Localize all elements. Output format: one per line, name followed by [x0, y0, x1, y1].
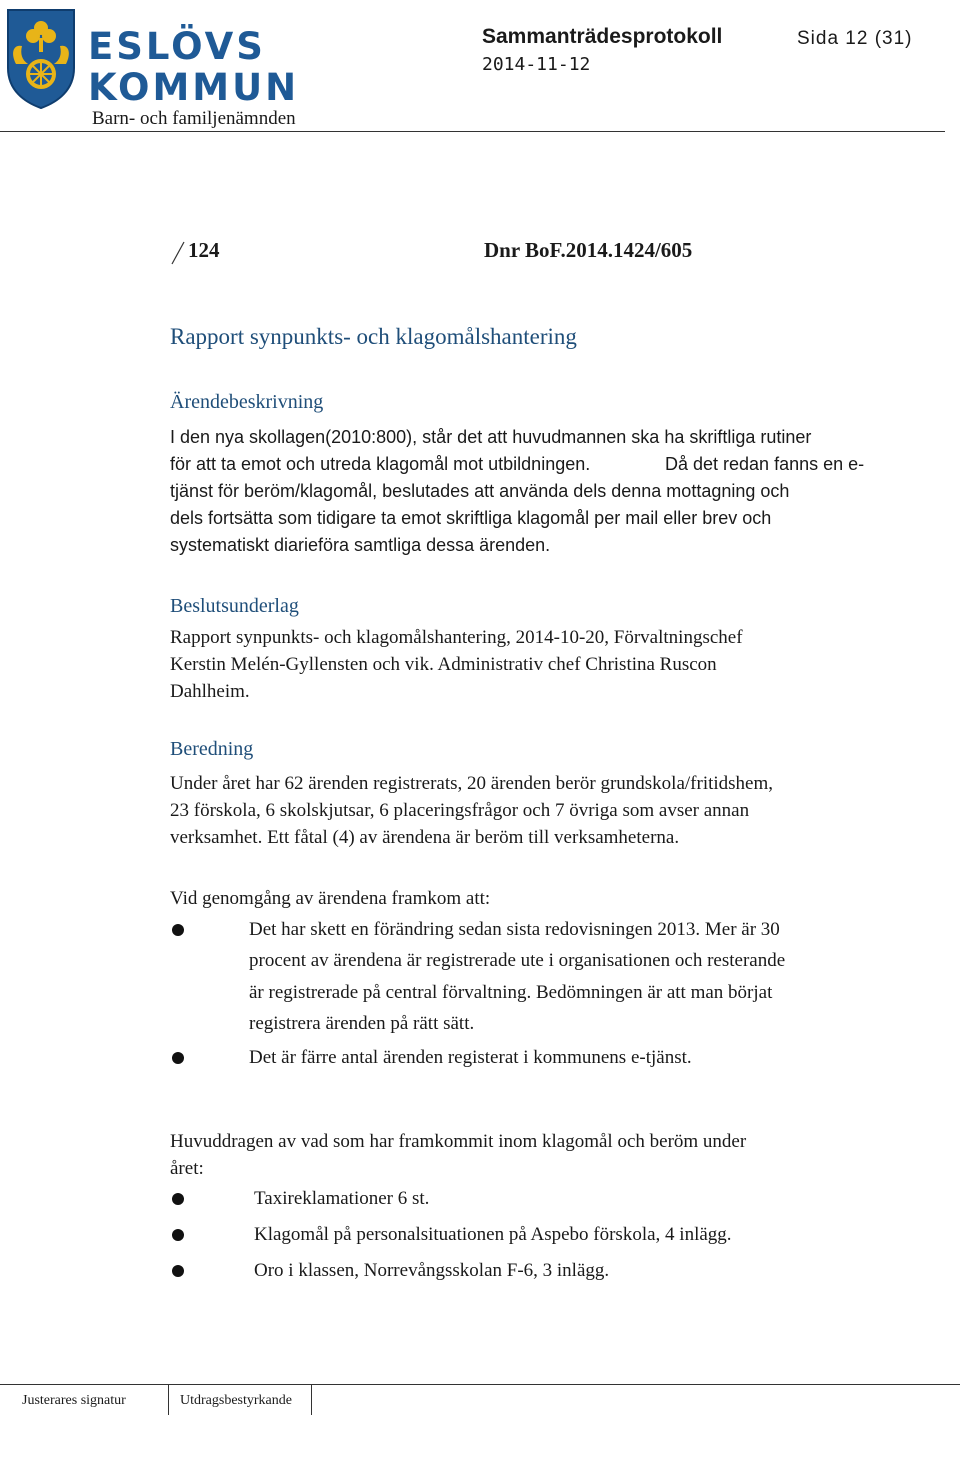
extract-label: Utdragsbestyrkande	[180, 1393, 292, 1408]
municipality-logo	[4, 6, 78, 110]
summary-intro: året:	[170, 1158, 204, 1179]
description-line: för att ta emot och utreda klagomål mot utbildningen.	[170, 454, 591, 474]
document-type: Sammanträdesprotokoll	[482, 25, 723, 48]
bullet-icon	[172, 1229, 184, 1241]
footer-divider	[0, 1384, 960, 1385]
meeting-date: 2014-11-12	[482, 54, 591, 75]
list-item-continuation: procent av ärendena är registrerade ute i organisationen och resterande	[249, 950, 786, 971]
description-heading: Ärendebeskrivning	[170, 391, 324, 413]
list-item: Klagomål på personalsituationen på Aspebo förskola, 4 inlägg.	[254, 1224, 732, 1245]
preparation-line: 23 förskola, 6 skolskjutsar, 6 placeringsfrågor och 7 övriga som avser annan	[170, 800, 750, 821]
description-line: dels fortsätta som tidigare ta emot skriftliga klagomål per mail eller brev och	[170, 508, 772, 528]
description-line: I den nya skollagen(2010:800), står det att huvudmannen ska ha skriftliga rutiner	[170, 427, 812, 447]
municipality-name	[88, 26, 299, 108]
list-item-continuation: registrera ärenden på rätt sätt.	[249, 1013, 475, 1034]
bullet-icon	[172, 1265, 184, 1277]
basis-line: Dahlheim.	[170, 681, 250, 702]
municipality-name-line1: ESLÖVS	[88, 25, 266, 68]
item-title: Rapport synpunkts- och klagomålshantering	[170, 324, 577, 349]
header-divider	[0, 131, 945, 132]
description-line: Då det redan fanns en e-	[665, 454, 865, 474]
preparation-line: verksamhet. Ett fåtal (4) av ärendena är beröm till verksamheterna.	[170, 827, 680, 848]
footer-separator	[168, 1385, 169, 1415]
registration-number: Dnr BoF.2014.1424/605	[484, 238, 693, 262]
bullet-icon	[172, 924, 184, 936]
list-item: Oro i klassen, Norrevångsskolan F-6, 3 inlägg.	[254, 1260, 610, 1281]
list-item-continuation: är registrerade på central förvaltning. Bedömningen är att man börjat	[249, 982, 773, 1003]
item-number: 124	[188, 238, 220, 262]
department-name: Barn- och familjenämnden	[92, 108, 296, 129]
preparation-heading: Beredning	[170, 738, 254, 760]
list-item: Det har skett en förändring sedan sista redovisningen 2013. Mer är 30	[249, 919, 780, 940]
paragraph-mark-icon	[168, 240, 188, 266]
bullet-icon	[172, 1193, 184, 1205]
list-item: Taxireklamationer 6 st.	[254, 1188, 430, 1209]
description-line: tjänst för beröm/klagomål, beslutades att använda dels denna mottagning och	[170, 481, 790, 501]
review-intro: Vid genomgång av ärendena framkom att:	[170, 888, 491, 909]
list-item: Det är färre antal ärenden registerat i kommunens e-tjänst.	[249, 1047, 692, 1068]
description-line: systematiskt diarieföra samtliga dessa ärenden.	[170, 535, 551, 555]
basis-heading: Beslutsunderlag	[170, 595, 299, 617]
basis-line: Kerstin Melén-Gyllensten och vik. Administrativ chef Christina Ruscon	[170, 654, 717, 675]
signature-label: Justerares signatur	[22, 1393, 126, 1408]
bullet-icon	[172, 1052, 184, 1064]
preparation-line: Under året har 62 ärenden registrerats, 20 ärenden berör grundskola/fritidshem,	[170, 773, 774, 794]
page-number: Sida 12 (31)	[797, 28, 913, 49]
basis-line: Rapport synpunkts- och klagomålshantering, 2014-10-20, Förvaltningschef	[170, 627, 743, 648]
summary-intro: Huvuddragen av vad som har framkommit inom klagomål och beröm under	[170, 1131, 747, 1152]
municipality-name-line2: KOMMUN	[88, 66, 300, 109]
footer-separator	[311, 1385, 312, 1415]
